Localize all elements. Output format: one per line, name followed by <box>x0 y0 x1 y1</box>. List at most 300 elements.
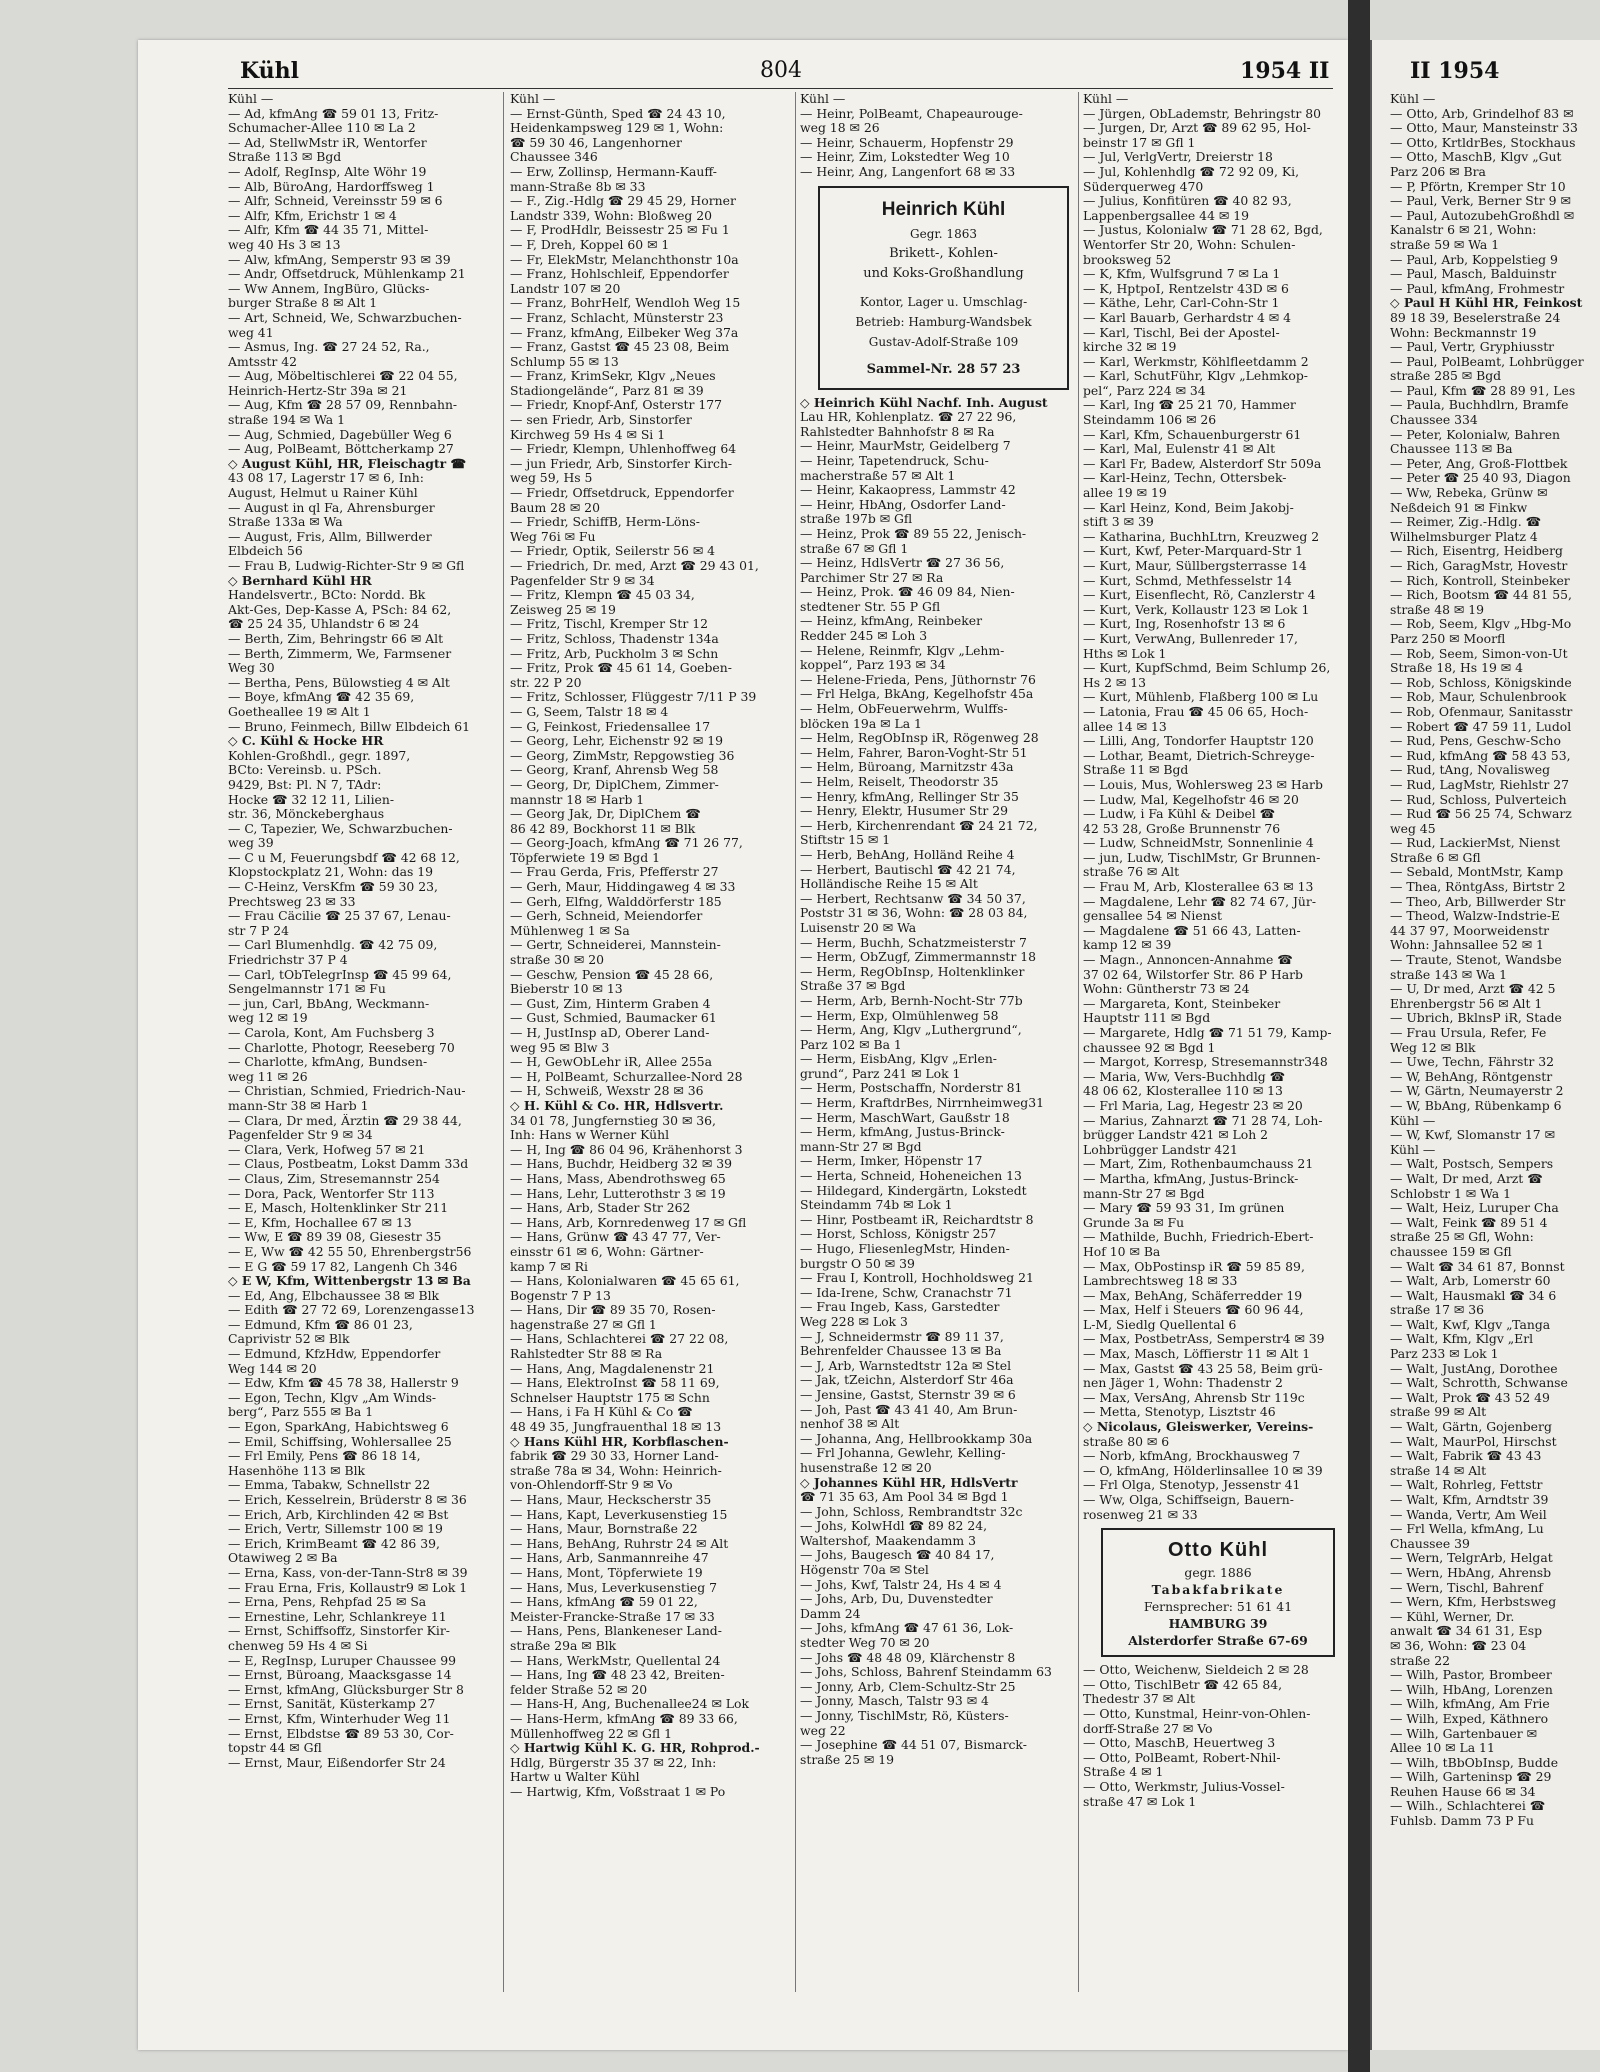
directory-entry-line: — Gerh, Schneid, Meiendorfer <box>510 909 703 924</box>
directory-entry-line: — Jul, Kohlenhdlg ☎ 72 92 09, Ki, <box>1083 164 1300 179</box>
directory-entry-line: Chaussee 39 <box>1390 1536 1470 1551</box>
directory-entry-line: Högenstr 70a ✉ Stel <box>800 1563 929 1578</box>
directory-entry-line: — Helene-Frieda, Pens, Jüthornstr 76 <box>800 672 1036 687</box>
directory-entry-line: — Herbert, Rechtsanw ☎ 34 50 37, <box>800 891 1026 906</box>
directory-entry-line: — Edmund, KfzHdw, Eppendorfer <box>228 1347 441 1362</box>
directory-entry-line: — Ernst, Kfm, Winterhuder Weg 11 <box>228 1711 451 1726</box>
directory-entry-line: — Max, Masch, Löffierstr 11 ✉ Alt 1 <box>1083 1347 1311 1362</box>
directory-entry-line: — Kurt, Kwf, Peter-Marquard-Str 1 <box>1083 544 1304 559</box>
directory-entry-line: Weg 228 ✉ Lok 3 <box>800 1314 908 1329</box>
directory-entry-line: allee 14 ✉ 13 <box>1083 719 1167 734</box>
directory-entry-line: — Andr, Offsetdruck, Mühlenkamp 21 <box>228 267 466 282</box>
directory-entry-line: — Rich, Kontroll, Steinbeker <box>1390 573 1570 588</box>
directory-entry-line: — jun Friedr, Arb, Sinstorfer Kirch- <box>510 456 733 471</box>
directory-entry-line: straße 99 ✉ Alt <box>1390 1405 1487 1420</box>
directory-entry-line: — Johs, Schloss, Bahrenf Steindamm 63 <box>800 1665 1052 1680</box>
directory-entry-line: L-M, Siedlg Quellental 6 <box>1083 1317 1237 1332</box>
directory-entry-line: straße 143 ✉ Wa 1 <box>1390 967 1507 982</box>
directory-entry-line: straße 76 ✉ Alt <box>1083 865 1180 880</box>
directory-entry-line: — W, BehAng, Röntgenstr <box>1390 1069 1553 1084</box>
directory-entry-line: — Ernst, Schiffsoffz, Sinstorfer Kir- <box>228 1624 450 1639</box>
directory-entry-line: Hasenhöhe 113 ✉ Blk <box>228 1463 366 1478</box>
directory-entry-line: — Walt, Schrotth, Schwanse <box>1390 1376 1568 1391</box>
directory-entry-line: topstr 44 ✉ Gfl <box>228 1741 322 1756</box>
directory-entry-line: hagenstraße 27 ✉ Gfl 1 <box>510 1317 657 1332</box>
directory-entry-line: — G, Feinkost, Friedensallee 17 <box>510 719 711 734</box>
directory-entry-line: straße 59 ✉ Wa 1 <box>1390 237 1500 252</box>
directory-entry-line: — E, RegInsp, Luruper Chaussee 99 <box>228 1653 457 1668</box>
directory-entry-line: — Franz, kfmAng, Eilbeker Weg 37a <box>510 325 739 340</box>
directory-entry-line: Behrenfelder Chaussee 13 ✉ Ba <box>800 1344 1002 1359</box>
directory-entry-line: Poststr 31 ✉ 36, Wohn: ☎ 28 03 84, <box>800 906 1028 921</box>
directory-entry-line: — Alb, BüroAng, Hardorffsweg 1 <box>228 179 435 194</box>
directory-entry-line: — Paul, Kfm ☎ 28 89 91, Les <box>1390 383 1576 398</box>
directory-entry-line: — Rich, Eisentrg, Heidberg <box>1390 544 1563 559</box>
directory-entry-line: Schnelser Hauptstr 175 ✉ Schn <box>510 1390 710 1405</box>
directory-entry-line: ☎ 25 24 35, Uhlandstr 6 ✉ 24 <box>228 617 420 632</box>
directory-entry-line: — Uwe, Techn, Fährstr 32 <box>1390 1055 1555 1070</box>
directory-entry-line: — Ludw, SchneidMstr, Sonnenlinie 4 <box>1083 836 1314 851</box>
directory-entry-line: — Paul, PolBeamt, Lohbrügger <box>1390 354 1584 369</box>
directory-entry-line: — Christian, Schmied, Friedrich-Nau- <box>228 1084 466 1099</box>
directory-entry-line: — Wilh, tBbObInsp, Budde <box>1390 1755 1559 1770</box>
header-rule <box>228 88 1333 89</box>
directory-entry-line: Lappenbergsallee 44 ✉ 19 <box>1083 208 1249 223</box>
directory-entry-line: — Otto, KrtldrBes, Stockhaus <box>1390 135 1576 150</box>
directory-entry-line: — Frau I, Kontroll, Hochholdsweg 21 <box>800 1271 1034 1286</box>
directory-entry-line: — E G ☎ 59 17 82, Langenh Ch 346 <box>228 1259 458 1274</box>
directory-entry-line: kamp 7 ✉ Ri <box>510 1259 588 1274</box>
directory-entry-line: Steindamm 106 ✉ 26 <box>1083 413 1217 428</box>
directory-entry-line: weg 45 <box>1390 821 1436 836</box>
directory-entry-line: Pagenfelder Str 9 ✉ 34 <box>228 1128 373 1143</box>
directory-entry-line: — Paula, Buchhdlrn, Bramfe <box>1390 398 1569 413</box>
directory-entry-line: Straße 133a ✉ Wa <box>228 515 343 530</box>
directory-entry-line: — Otto, Werkmstr, Julius-Vossel- <box>1083 1779 1285 1794</box>
directory-entry-line: — Julius, Konfitüren ☎ 40 82 93, <box>1083 194 1292 209</box>
directory-entry-line: — Herta, Schneid, Hoheneichen 13 <box>800 1169 1022 1184</box>
directory-entry-line: — Franz, Hohlschleif, Eppendorfer <box>510 267 729 282</box>
directory-entry-line: anwalt ☎ 34 61 31, Esp <box>1390 1624 1543 1639</box>
directory-entry-line: — Hans, Ang, Magdalenenstr 21 <box>510 1361 715 1376</box>
directory-entry-line: Kühl — <box>510 92 556 106</box>
directory-entry-line: chaussee 159 ✉ Gfl <box>1390 1244 1512 1259</box>
directory-entry-line: Akt-Ges, Dep-Kasse A, PSch: 84 62, <box>228 602 452 617</box>
running-head-name: Kühl <box>240 58 299 84</box>
directory-entry-line: — Heinr, Tapetendruck, Schu- <box>800 453 989 468</box>
directory-entry-line: — Hans, Buchdr, Heidberg 32 ✉ 39 <box>510 1157 732 1172</box>
directory-entry-line: Heinrich-Hertz-Str 39a ✉ 21 <box>228 383 408 398</box>
directory-entry-line: Friedrichstr 37 P 4 <box>228 953 348 968</box>
directory-entry-line: Goetheallee 19 ✉ Alt 1 <box>228 704 371 719</box>
directory-entry-line: stedtener Str. 55 P Gfl <box>800 599 941 614</box>
directory-entry-line: — Herm, KraftdrBes, Nirrnheimweg31 <box>800 1096 1044 1111</box>
directory-entry-line: — Thea, RöntgAss, Birtstr 2 <box>1390 880 1566 895</box>
directory-entry-line: Zeisweg 25 ✉ 19 <box>510 602 616 617</box>
directory-entry-line: — Carola, Kont, Am Fuchsberg 3 <box>228 1026 435 1040</box>
directory-entry-line: — Claus, Postbeatm, Lokst Damm 33d <box>228 1157 469 1172</box>
directory-entry-line: — H, Schweiß, Wexstr 28 ✉ 36 <box>510 1084 704 1099</box>
directory-entry-line: — Frau Cäcilie ☎ 25 37 67, Lenau- <box>228 909 451 924</box>
directory-entry-line: — Aug, Möbeltischlerei ☎ 22 04 55, <box>228 369 458 384</box>
directory-entry-line: — Karl Fr, Badew, Alsterdorf Str 509a <box>1083 456 1322 471</box>
directory-entry-line: — Frau Ursula, Refer, Fe <box>1390 1026 1547 1040</box>
directory-entry-line: — Ernst-Günth, Sped ☎ 24 43 10, <box>510 106 726 121</box>
directory-entry-line: husenstraße 12 ✉ 20 <box>800 1460 932 1475</box>
directory-entry-line: — Hans, kfmAng ☎ 59 01 22, <box>510 1595 698 1610</box>
directory-entry-line: — Herbert, Bautischl ☎ 42 21 74, <box>800 862 1016 877</box>
directory-entry-line: Baum 28 ✉ 20 <box>510 500 600 515</box>
directory-entry-line: weg 12 ✉ 19 <box>228 1011 308 1026</box>
directory-entry-line: 43 08 17, Lagerstr 17 ✉ 6, Inh: <box>228 471 424 486</box>
directory-entry-line: — Ad, StellwMstr iR, Wentorfer <box>228 135 427 150</box>
directory-entry-line: Meister-Francke-Straße 17 ✉ 33 <box>510 1609 715 1624</box>
directory-entry-line: straße 80 ✉ 6 <box>1083 1434 1170 1449</box>
directory-entry-line: — Egon, Techn, Klgv „Am Winds- <box>228 1390 437 1405</box>
directory-column-4 <box>1083 92 1341 1809</box>
directory-entry-line: ◇ Nicolaus, Gleiswerker, Vereins- <box>1083 1420 1314 1435</box>
directory-entry-line: Prechtsweg 23 ✉ 33 <box>228 894 356 909</box>
directory-entry-line: Bogenstr 7 P 13 <box>510 1288 611 1303</box>
directory-entry-line: — Johs, Kwf, Talstr 24, Hs 4 ✉ 4 <box>800 1577 1002 1592</box>
directory-entry-line: — Rich, GaragMstr, Hovestr <box>1390 559 1568 573</box>
directory-entry-line: — Jürgen, ObLademstr, Behringstr 80 <box>1083 106 1321 121</box>
directory-entry-line: — Hans, Mus, Leverkusenstieg 7 <box>510 1580 718 1595</box>
directory-entry-line: Wohn: Beckmannstr 19 <box>1390 325 1537 340</box>
directory-entry-line: Lau HR, Kohlenplatz. ☎ 27 22 96, <box>800 410 1017 425</box>
directory-entry-line: — Fr, ElekMstr, Melanchthonstr 10a <box>510 252 739 267</box>
directory-entry-line: — Martha, kfmAng, Justus-Brinck- <box>1083 1171 1299 1186</box>
directory-entry-line: Kühl — <box>1390 1113 1436 1128</box>
directory-entry-line: — Jul, VerlgVertr, Dreierstr 18 <box>1083 150 1273 165</box>
directory-entry-line: Otawiweg 2 ✉ Ba <box>228 1551 338 1566</box>
directory-entry-line: — G, Seem, Talstr 18 ✉ 4 <box>510 704 669 719</box>
directory-entry-line: Chaussee 346 <box>510 150 598 165</box>
directory-entry-line: — Ida-Irene, Schw, Cranachstr 71 <box>800 1285 1013 1300</box>
directory-entry-line: stift 3 ✉ 39 <box>1083 515 1154 530</box>
directory-entry-line: — Walt, Heiz, Luruper Cha <box>1390 1201 1559 1216</box>
directory-entry-line: 44 37 97, Moorweidenstr <box>1390 923 1549 938</box>
directory-entry-line: — Frl Olga, Stenotyp, Jessenstr 41 <box>1083 1478 1301 1493</box>
directory-entry-line: — Max, PostbetrAss, Semperstr4 ✉ 39 <box>1083 1332 1325 1347</box>
directory-entry-line: Waltershof, Maakendamm 3 <box>800 1533 976 1548</box>
column-3-top-entries <box>800 92 1075 180</box>
directory-entry-line: — Aug, Kfm ☎ 28 57 09, Rennbahn- <box>228 398 458 413</box>
directory-entry-line: Schumacher-Allee 110 ✉ La 2 <box>228 121 416 136</box>
column-divider <box>1078 92 1079 1992</box>
directory-entry-line: ◇ Heinrich Kühl Nachf. Inh. August <box>800 395 1048 410</box>
directory-entry-line: — Hans, Kapt, Leverkusenstieg 15 <box>510 1507 728 1522</box>
directory-entry-line: — Hans, Arb, Sanmannreihe 47 <box>510 1551 709 1566</box>
directory-entry-line: — Ww Annem, IngBüro, Glücks- <box>228 281 430 296</box>
directory-entry-line: grund“, Parz 241 ✉ Lok 1 <box>800 1066 961 1081</box>
directory-entry-line: — F., Zig.-Hdlg ☎ 29 45 29, Horner <box>510 194 736 209</box>
directory-entry-line: Holländische Reihe 15 ✉ Alt <box>800 877 978 892</box>
directory-entry-line: Kühl — <box>1390 92 1436 106</box>
directory-entry-line: Caprivistr 52 ✉ Blk <box>228 1332 350 1347</box>
directory-entry-line: — C u M, Feuerungsbdf ☎ 42 68 12, <box>228 850 460 865</box>
directory-entry-line: — Otto, MaschB, Heuertweg 3 <box>1083 1736 1276 1751</box>
directory-entry-line: nenhof 38 ✉ Alt <box>800 1417 900 1432</box>
directory-entry-line: — Frl Johanna, Gewlehr, Kelling- <box>800 1446 1006 1461</box>
directory-entry-line: beinstr 17 ✉ Gfl 1 <box>1083 135 1196 150</box>
directory-entry-line: — Edw, Kfm ☎ 45 78 38, Hallerstr 9 <box>228 1376 459 1391</box>
directory-entry-line: — Fritz, Arb, Puckholm 3 ✉ Schn <box>510 646 719 661</box>
directory-entry-line: — Bertha, Pens, Bülowstieg 4 ✉ Alt <box>228 675 450 690</box>
directory-entry-line: Straße 6 ✉ Gfl <box>1390 850 1481 865</box>
directory-entry-line: Straße 4 ✉ 1 <box>1083 1765 1164 1780</box>
directory-entry-line: — Ernst, Büroang, Maacksgasse 14 <box>228 1668 452 1683</box>
directory-entry-line: — Egon, SparkAng, Habichtsweg 6 <box>228 1420 449 1435</box>
directory-entry-line: — Clara, Verk, Hofweg 57 ✉ 21 <box>228 1142 426 1157</box>
directory-entry-line: — Charlotte, Photogr, Reeseberg 70 <box>228 1040 455 1055</box>
advert-line: Brikett-, Kohlen- <box>889 245 998 261</box>
directory-entry-line: — Walt, Kfm, Arndtstr 39 <box>1390 1493 1549 1507</box>
directory-entry-line: straße 194 ✉ Wa 1 <box>228 413 345 428</box>
directory-entry-line: Hdlg, Bürgerstr 35 37 ✉ 22, Inh: <box>510 1755 717 1770</box>
directory-entry-line: — Jonny, Arb, Clem-Schultz-Str 25 <box>800 1679 1016 1694</box>
directory-entry-line: ◇ E W, Kfm, Wittenbergstr 13 ✉ Ba <box>228 1274 471 1289</box>
directory-entry-line: — Lothar, Beamt, Dietrich-Schreyge- <box>1083 748 1315 763</box>
directory-entry-line: Süderquerweg 470 <box>1083 179 1204 194</box>
directory-entry-line: — Frl Maria, Lag, Hegestr 23 ✉ 20 <box>1083 1098 1303 1113</box>
directory-entry-line: — Hans, i Fa H Kühl & Co ☎ <box>510 1405 693 1420</box>
directory-entry-line: Kühl — <box>800 92 846 106</box>
directory-entry-line: — Emil, Schiffsing, Wohlersallee 25 <box>228 1434 452 1449</box>
directory-entry-line: str. 22 P 20 <box>510 675 582 690</box>
directory-entry-line: — Herb, Kirchenrendant ☎ 24 21 72, <box>800 818 1038 833</box>
directory-entry-line: — Theo, Arb, Billwerder Str <box>1390 894 1566 909</box>
directory-entry-line: Rahlstedter Bahnhofstr 8 ✉ Ra <box>800 424 995 439</box>
directory-entry-line: — Walt, Arb, Lomerstr 60 <box>1390 1274 1551 1289</box>
directory-entry-line: — Rob, Ofenmaur, Sanitasstr <box>1390 704 1573 719</box>
directory-entry-line: 42 53 28, Große Brunnenstr 76 <box>1083 821 1281 836</box>
directory-entry-line: Pagenfelder Str 9 ✉ 34 <box>510 573 655 588</box>
directory-entry-line: — K, HptpoI, Rentzelstr 43D ✉ 6 <box>1083 281 1289 296</box>
directory-entry-line: — Ludw, Mal, Kegelhofstr 46 ✉ 20 <box>1083 792 1299 807</box>
directory-entry-line: — Friedr, Offsetdruck, Eppendorfer <box>510 486 734 501</box>
directory-entry-line: — Gertr, Schneiderei, Mannstein- <box>510 938 721 953</box>
directory-entry-line: — Rob, Maur, Schulenbrook <box>1390 690 1567 705</box>
advert-founded: Gegr. 1863 <box>910 226 977 241</box>
directory-entry-line: — Hugo, FliesenlegMstr, Hinden- <box>800 1242 1010 1256</box>
directory-entry-line: Kirchweg 59 Hs 4 ✉ Si 1 <box>510 427 666 442</box>
directory-entry-line: — Hinr, Postbeamt iR, Reichardtstr 8 <box>800 1212 1034 1227</box>
directory-entry-line: Sengelmannstr 171 ✉ Fu <box>228 982 386 997</box>
directory-entry-line: Hof 10 ✉ Ba <box>1083 1244 1161 1259</box>
directory-entry-line: — Margot, Korresp, Stresemannstr348 <box>1083 1055 1328 1070</box>
directory-entry-line: — Rich, Bootsm ☎ 44 81 55, <box>1390 588 1572 603</box>
directory-entry-line: — Kurt, KupfSchmd, Beim Schlump 26, <box>1083 661 1331 676</box>
directory-entry-line: — Latonia, Frau ☎ 45 06 65, Hoch- <box>1083 704 1309 719</box>
directory-entry-line: — jun, Carl, BbAng, Weckmann- <box>228 996 430 1011</box>
directory-entry-line: — Hans, WerkMstr, Quellental 24 <box>510 1653 721 1668</box>
directory-column-2 <box>510 92 790 1799</box>
directory-entry-line: straße 30 ✉ 20 <box>510 953 604 968</box>
directory-entry-line: — Herm, ObZugf, Zimmermannstr 18 <box>800 950 1037 965</box>
directory-entry-line: — Fritz, Tischl, Kremper Str 12 <box>510 617 709 632</box>
directory-entry-line: Parz 206 ✉ Bra <box>1390 164 1486 179</box>
directory-entry-line: — Erich, Vertr, Sillemstr 100 ✉ 19 <box>228 1522 443 1537</box>
facing-page-column <box>1390 92 1600 1829</box>
column-4-entries <box>1083 1663 1341 1809</box>
directory-entry-line: Straße 18, Hs 19 ✉ 4 <box>1390 661 1523 676</box>
directory-entry-line: — Hartwig, Kfm, Voßstraat 1 ✉ Po <box>510 1784 726 1799</box>
directory-entry-line: straße 47 ✉ Lok 1 <box>1083 1794 1197 1809</box>
directory-entry-line: — Hans, Schlachterei ☎ 27 22 08, <box>510 1332 729 1347</box>
directory-entry-line: Schlobstr 1 ✉ Wa 1 <box>1390 1186 1511 1201</box>
directory-entry-line: — F, Dreh, Koppel 60 ✉ 1 <box>510 237 670 252</box>
directory-entry-line: — Marius, Zahnarzt ☎ 71 28 74, Loh- <box>1083 1113 1323 1128</box>
directory-entry-line: — Frau Gerda, Fris, Pfefferstr 27 <box>510 865 719 880</box>
advert-founded: gegr. 1886 <box>1184 1565 1252 1581</box>
directory-entry-line: — Edmund, Kfm ☎ 86 01 23, <box>228 1317 413 1332</box>
directory-entry-line: — Erna, Pens, Rehpfad 25 ✉ Sa <box>228 1595 427 1610</box>
directory-entry-line: — August in ql Fa, Ahrensburger <box>228 500 435 515</box>
directory-entry-line: — Herm, RegObInsp, Holtenklinker <box>800 964 1025 979</box>
directory-entry-line: straße 29a ✉ Blk <box>510 1638 617 1653</box>
directory-entry-line: ◇ Johannes Kühl HR, HdlsVertr <box>800 1475 1018 1490</box>
directory-entry-line: BCto: Vereinsb. u. PSch. <box>228 763 382 778</box>
directory-entry-line: — Magdalene ☎ 51 66 43, Latten- <box>1083 923 1301 938</box>
directory-entry-line: Neßdeich 91 ✉ Finkw <box>1390 500 1528 515</box>
page-number: 804 <box>760 58 802 83</box>
directory-entry-line: — Walt, Gärtn, Gojenberg <box>1390 1420 1552 1435</box>
directory-entry-line: — J, Arb, Warnstedtstr 12a ✉ Stel <box>800 1358 1012 1373</box>
directory-entry-line: — Wanda, Vertr, Am Weil <box>1390 1507 1547 1522</box>
directory-entry-line: — Erich, KrimBeamt ☎ 42 86 39, <box>228 1536 440 1551</box>
directory-entry-line: Kühl — <box>228 92 274 106</box>
directory-entry-line: Wentorfer Str 20, Wohn: Schulen- <box>1083 237 1296 252</box>
directory-entry-line: Wohn: Güntherstr 73 ✉ 24 <box>1083 982 1250 997</box>
column-divider <box>795 92 796 1992</box>
advert-line: Kontor, Lager u. Umschlag- <box>859 294 1028 309</box>
directory-entry-line: — C-Heinz, VersKfm ☎ 59 30 23, <box>228 880 438 895</box>
directory-entry-line: — Wilh, Pastor, Brombeer <box>1390 1668 1552 1683</box>
directory-entry-line: — Erich, Kesselrein, Brüderstr 8 ✉ 36 <box>228 1493 467 1507</box>
directory-entry-line: mann-Str 27 ✉ Bgd <box>1083 1186 1205 1201</box>
directory-entry-line: Chaussee 334 <box>1390 413 1478 428</box>
directory-entry-line: — E, Kfm, Hochallee 67 ✉ 13 <box>228 1215 412 1230</box>
directory-entry-line: — Friedr, Knopf-Anf, Osterstr 177 <box>510 398 723 413</box>
directory-entry-line: weg 11 ✉ 26 <box>228 1069 308 1084</box>
directory-entry-line: Bieberstr 10 ✉ 13 <box>510 982 623 997</box>
directory-entry-line: — Hans, Pens, Blankeneser Land- <box>510 1624 722 1639</box>
directory-entry-line: — Jurgen, Dr, Arzt ☎ 89 62 95, Hol- <box>1083 121 1311 136</box>
column-4-top-entries <box>1083 92 1341 1522</box>
directory-entry-line: — Ww, Olga, Schiffseign, Bauern- <box>1083 1493 1294 1507</box>
directory-entry-line: Lohbrügger Landstr 421 <box>1083 1142 1238 1157</box>
directory-entry-line: — Magdalene, Lehr ☎ 82 74 67, Jür- <box>1083 894 1317 909</box>
directory-entry-line: Kühl — <box>1083 92 1129 106</box>
directory-entry-line: — Henry, Elektr, Husumer Str 29 <box>800 804 1009 819</box>
directory-entry-line: — Hans, Grünw ☎ 43 47 77, Ver- <box>510 1230 721 1245</box>
directory-entry-line: — sen Friedr, Arb, Sinstorfer <box>510 413 692 428</box>
directory-entry-line: — Johs ☎ 48 48 09, Klärchenstr 8 <box>800 1650 1016 1665</box>
directory-entry-line: — Erich, Arb, Kirchlinden 42 ✉ Bst <box>228 1507 449 1522</box>
directory-entry-line: Weg 12 ✉ Blk <box>1390 1040 1476 1055</box>
directory-entry-line: — Wern, HbAng, Ahrensb <box>1390 1565 1552 1580</box>
directory-entry-line: — Heinz, HdlsVertr ☎ 27 36 56, <box>800 556 1005 571</box>
directory-entry-line: chaussee 92 ✉ Bgd 1 <box>1083 1040 1216 1055</box>
directory-entry-line: — Karl, Mal, Eulenstr 41 ✉ Alt <box>1083 442 1276 457</box>
directory-entry-line: — Max, VersAng, Ahrensb Str 119c <box>1083 1390 1305 1405</box>
directory-entry-line: — Carl Blumenhdlg. ☎ 42 75 09, <box>228 938 438 953</box>
directory-entry-line: Elbdeich 56 <box>228 544 303 559</box>
directory-entry-line: — Johs, kfmAng ☎ 47 61 36, Lok- <box>800 1621 1014 1636</box>
directory-entry-line: — Kurt, Ing, Rosenhofstr 13 ✉ 6 <box>1083 617 1286 632</box>
directory-entry-line: — Ernst, Maur, Eißendorfer Str 24 <box>228 1755 446 1770</box>
directory-entry-line: — Helm, Fahrer, Baron-Voght-Str 51 <box>800 745 1028 760</box>
directory-entry-line: — Wern, Kfm, Herbstsweg <box>1390 1595 1557 1610</box>
directory-entry-line: — Ludw, i Fa Kühl & Deibel ☎ <box>1083 807 1276 822</box>
directory-entry-line: — Rud, Schloss, Pulverteich <box>1390 792 1567 807</box>
directory-entry-line: — Walt, Kfm, Klgv „Erl <box>1390 1332 1534 1347</box>
directory-entry-line: von-Ohlendorff-Str 9 ✉ Vo <box>510 1478 673 1493</box>
directory-entry-line: — Hans, Maur, Bornstraße 22 <box>510 1522 698 1537</box>
directory-entry-line: — Margarete, Hdlg ☎ 71 51 79, Kamp- <box>1083 1026 1332 1040</box>
directory-entry-line: — K, Kfm, Wulfsgrund 7 ✉ La 1 <box>1083 267 1281 282</box>
directory-entry-line: Kohlen-Großhdl., gegr. 1897, <box>228 748 411 763</box>
directory-entry-line: — Norb, kfmAng, Brockhausweg 7 <box>1083 1449 1301 1464</box>
directory-entry-line: — Walt ☎ 34 61 87, Bonnst <box>1390 1259 1565 1274</box>
directory-entry-line: — Kurt, Verk, Kollaustr 123 ✉ Lok 1 <box>1083 602 1310 617</box>
directory-entry-line: — Johanna, Ang, Hellbrookkamp 30a <box>800 1431 1033 1446</box>
directory-entry-line: — E, Masch, Holtenklinker Str 211 <box>228 1201 449 1216</box>
directory-entry-line: — Heinz, kfmAng, Reinbeker <box>800 614 983 629</box>
directory-entry-line: Hths ✉ Lok 1 <box>1083 646 1167 661</box>
directory-entry-line: straße 67 ✉ Gfl 1 <box>800 541 909 556</box>
directory-entry-line: Steindamm 74b ✉ Lok 1 <box>800 1198 953 1213</box>
directory-entry-line: — Dora, Pack, Wentorfer Str 113 <box>228 1186 435 1201</box>
directory-entry-line: — Walt, Prok ☎ 43 52 49 <box>1390 1390 1550 1405</box>
directory-entry-line: August, Helmut u Rainer Kühl <box>228 486 418 501</box>
running-head-year: 1954 II <box>1240 58 1330 84</box>
directory-entry-line: — Erna, Kass, von-der-Tann-Str8 ✉ 39 <box>228 1565 468 1580</box>
directory-entry-line: — Theod, Walzw-Indstrie-E <box>1390 909 1561 924</box>
directory-entry-line: ◇ Hans Kühl HR, Korbflaschen- <box>510 1434 729 1449</box>
directory-entry-line: — Walt, MaurPol, Hirschst <box>1390 1434 1557 1449</box>
directory-entry-line: — Rob, Seem, Klgv „Hbg-Mo <box>1390 617 1572 632</box>
directory-entry-line: einsstr 61 ✉ 6, Wohn: Gärtner- <box>510 1244 704 1259</box>
directory-entry-line: — Rud, LagMstr, Riehlstr 27 <box>1390 777 1569 792</box>
directory-entry-line: — Heinr, Ang, Langenfort 68 ✉ 33 <box>800 164 1016 179</box>
directory-entry-line: mann-Str 27 ✉ Bgd <box>800 1139 922 1154</box>
directory-entry-line: — Frl Emily, Pens ☎ 86 18 14, <box>228 1449 421 1464</box>
directory-entry-line: — Peter ☎ 25 40 93, Diagon <box>1390 471 1571 486</box>
directory-entry-line: — W, Gärtn, Neumayerstr 2 <box>1390 1084 1564 1099</box>
directory-entry-line: — Jonny, TischlMstr, Rö, Küsters- <box>800 1709 1009 1723</box>
directory-entry-line: 89 18 39, Beselerstraße 24 <box>1390 310 1561 325</box>
directory-entry-line: Müllenhoffweg 22 ✉ Gfl 1 <box>510 1726 672 1741</box>
directory-entry-line: — Karl, Werkmstr, Köhlfleetdamm 2 <box>1083 354 1309 369</box>
directory-entry-line: stedter Weg 70 ✉ 20 <box>800 1636 930 1651</box>
directory-entry-line: — John, Schloss, Rembrandtstr 32c <box>800 1504 1023 1519</box>
advert-title: Otto Kühl <box>1167 1539 1269 1562</box>
directory-entry-line: — Art, Schneid, We, Schwarzbuchen- <box>228 310 462 325</box>
advert-line: HAMBURG 39 <box>1168 1616 1268 1632</box>
directory-entry-line: — Johs, KolwHdl ☎ 89 82 24, <box>800 1519 988 1534</box>
directory-entry-line: — Kurt, Schmd, Methfesselstr 14 <box>1083 573 1292 588</box>
directory-entry-line: — P, Pförtn, Kremper Str 10 <box>1390 179 1566 194</box>
directory-entry-line: — Karl, SchutFühr, Klgv „Lehmkop- <box>1083 369 1308 384</box>
directory-entry-line: — Adolf, RegInsp, Alte Wöhr 19 <box>228 164 427 179</box>
directory-entry-line: Landstr 339, Wohn: Bloßweg 20 <box>510 208 713 223</box>
directory-entry-line: — Alfr, Kfm ☎ 44 35 71, Mittel- <box>228 223 429 238</box>
directory-entry-line: — Herm, Ang, Klgv „Luthergrund“, <box>800 1023 1022 1038</box>
directory-column-1 <box>228 92 498 1770</box>
directory-entry-line: — Louis, Mus, Wohlersweg 23 ✉ Harb <box>1083 777 1323 792</box>
